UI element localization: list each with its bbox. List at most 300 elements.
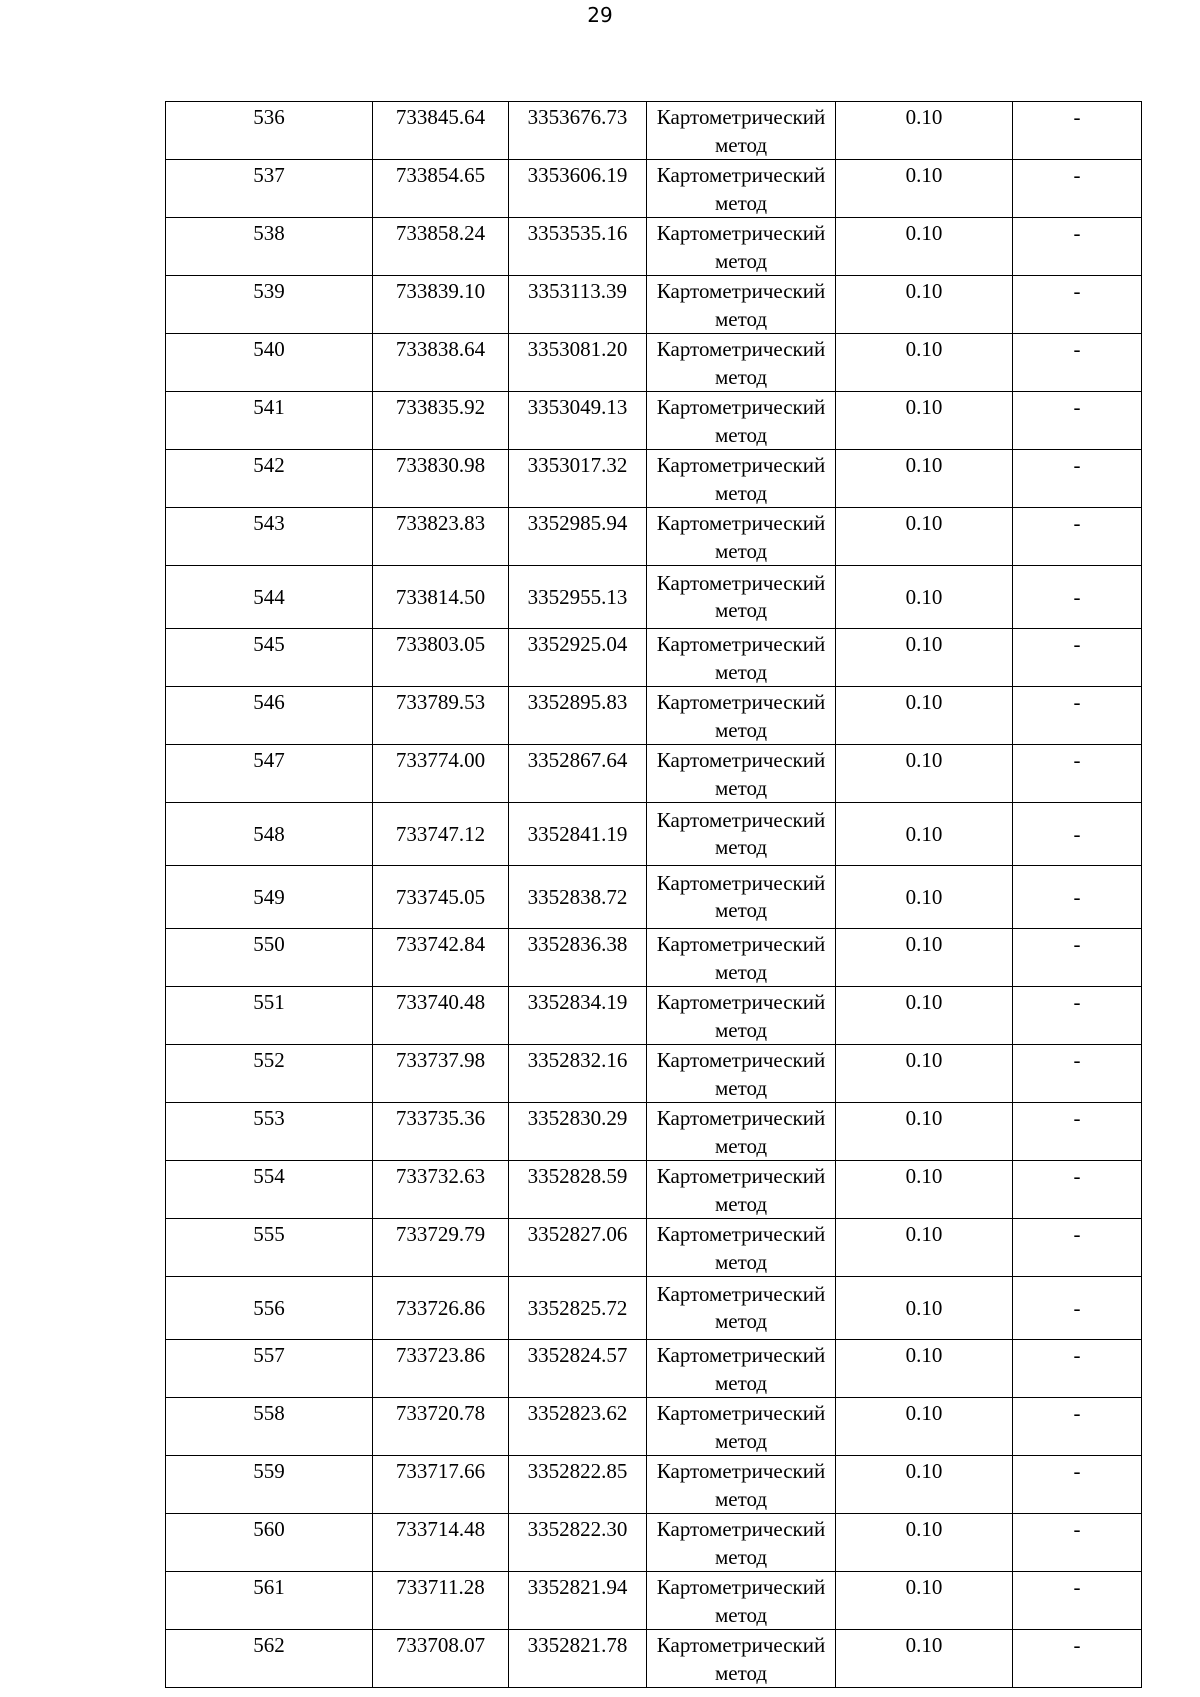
table-row [166,334,1142,392]
method-cell-text: Картометрический метод [656,453,826,505]
note-cell [1013,866,1142,929]
y-coordinate-cell-text: 3352925.04 [527,632,628,656]
point-number-cell-text: 552 [253,1048,285,1072]
x-coordinate-cell-text: 733839.10 [395,279,486,303]
note-cell [1013,1398,1142,1456]
y-coordinate-cell [509,450,647,508]
point-number-cell [166,987,373,1045]
y-coordinate-cell-text: 3352985.94 [527,511,628,535]
point-number-cell [166,334,373,392]
x-coordinate-cell-text: 733711.28 [396,1575,485,1599]
y-coordinate-cell-text: 3353676.73 [527,105,628,129]
table-row [166,102,1142,160]
precision-cell [836,929,1013,987]
y-coordinate-cell [509,929,647,987]
x-coordinate-cell-text: 733830.98 [395,453,486,477]
note-cell-text: - [1073,1401,1081,1425]
point-number-cell-text: 538 [253,221,285,245]
point-number-cell [166,1572,373,1630]
method-cell [647,450,836,508]
point-number-cell-text: 559 [253,1459,285,1483]
x-coordinate-cell-text: 733732.63 [395,1164,486,1188]
method-cell [647,1514,836,1572]
note-cell [1013,987,1142,1045]
precision-cell [836,1514,1013,1572]
y-coordinate-cell-text: 3352822.85 [527,1459,628,1483]
method-cell [647,160,836,218]
method-cell [647,508,836,566]
point-number-cell [166,1045,373,1103]
point-number-cell-text: 557 [253,1343,285,1367]
table-row [166,1514,1142,1572]
x-coordinate-cell-text: 733838.64 [395,337,486,361]
method-cell [647,1398,836,1456]
method-cell-text: Картометрический метод [656,932,826,984]
y-coordinate-cell [509,745,647,803]
x-coordinate-cell-text: 733729.79 [395,1222,486,1246]
method-cell [647,687,836,745]
x-coordinate-cell-text: 733823.83 [395,511,486,535]
table-row [166,1277,1142,1340]
y-coordinate-cell [509,160,647,218]
precision-cell [836,1045,1013,1103]
point-number-cell [166,566,373,629]
y-coordinate-cell [509,392,647,450]
y-coordinate-cell [509,508,647,566]
note-cell-text: - [1073,990,1081,1014]
precision-cell [836,160,1013,218]
precision-cell [836,102,1013,160]
precision-cell-text: 0.10 [905,932,943,956]
precision-cell [836,508,1013,566]
precision-cell [836,687,1013,745]
precision-cell [836,1161,1013,1219]
point-number-cell-text: 550 [253,932,285,956]
precision-cell [836,392,1013,450]
y-coordinate-cell-text: 3352821.78 [527,1633,628,1657]
note-cell-text: - [1073,395,1081,419]
note-cell-text: - [1073,221,1081,245]
y-coordinate-cell [509,803,647,866]
y-coordinate-cell-text: 3353113.39 [528,279,627,303]
x-coordinate-cell [373,1630,509,1688]
y-coordinate-cell-text: 3352867.64 [527,748,628,772]
precision-cell-text: 0.10 [905,632,943,656]
point-number-cell [166,102,373,160]
precision-cell-text: 0.10 [905,1575,943,1599]
table-row [166,687,1142,745]
point-number-cell [166,160,373,218]
x-coordinate-cell-text: 733717.66 [395,1459,486,1483]
method-cell [647,629,836,687]
note-cell-text: - [1073,337,1081,361]
y-coordinate-cell-text: 3352823.62 [527,1401,628,1425]
x-coordinate-cell [373,450,509,508]
method-cell [647,392,836,450]
x-coordinate-cell-text: 733789.53 [395,690,486,714]
point-number-cell-text: 544 [253,584,285,609]
x-coordinate-cell [373,102,509,160]
y-coordinate-cell-text: 3352841.19 [527,821,628,846]
y-coordinate-cell-text: 3353017.32 [527,453,628,477]
precision-cell-text: 0.10 [905,1517,943,1541]
x-coordinate-cell [373,745,509,803]
y-coordinate-cell [509,1398,647,1456]
method-cell-text: Картометрический метод [656,1164,826,1216]
coordinates-table-body [166,102,1142,1688]
x-coordinate-cell-text: 733814.50 [395,584,486,609]
precision-cell [836,629,1013,687]
point-number-cell [166,687,373,745]
precision-cell [836,1630,1013,1688]
note-cell [1013,1161,1142,1219]
note-cell-text: - [1073,748,1081,772]
point-number-cell [166,1161,373,1219]
precision-cell-text: 0.10 [905,105,943,129]
y-coordinate-cell-text: 3353049.13 [527,395,628,419]
note-cell-text: - [1073,690,1081,714]
note-cell [1013,1456,1142,1514]
method-cell [647,803,836,866]
method-cell-text: Картометрический метод [656,808,826,859]
point-number-cell [166,1103,373,1161]
point-number-cell [166,1630,373,1688]
method-cell [647,1045,836,1103]
note-cell-text: - [1073,1048,1081,1072]
table-row [166,1045,1142,1103]
y-coordinate-cell [509,1161,647,1219]
method-cell-text: Картометрический метод [656,1575,826,1627]
y-coordinate-cell-text: 3352832.16 [527,1048,628,1072]
point-number-cell-text: 561 [253,1575,285,1599]
y-coordinate-cell-text: 3352836.38 [527,932,628,956]
precision-cell-text: 0.10 [905,990,943,1014]
x-coordinate-cell-text: 733747.12 [395,821,486,846]
method-cell [647,1103,836,1161]
precision-cell [836,1340,1013,1398]
method-cell-text: Картометрический метод [656,1106,826,1158]
point-number-cell [166,1456,373,1514]
note-cell-text: - [1073,1459,1081,1483]
x-coordinate-cell-text: 733723.86 [395,1343,486,1367]
y-coordinate-cell [509,1340,647,1398]
x-coordinate-cell-text: 733735.36 [395,1106,486,1130]
note-cell [1013,1572,1142,1630]
y-coordinate-cell-text: 3352824.57 [527,1343,628,1367]
point-number-cell-text: 558 [253,1401,285,1425]
table-row [166,218,1142,276]
y-coordinate-cell [509,1572,647,1630]
x-coordinate-cell [373,276,509,334]
y-coordinate-cell [509,102,647,160]
method-cell [647,102,836,160]
point-number-cell-text: 536 [253,105,285,129]
table-row [166,1572,1142,1630]
note-cell [1013,276,1142,334]
method-cell [647,866,836,929]
table-row [166,1398,1142,1456]
method-cell [647,1219,836,1277]
note-cell [1013,745,1142,803]
y-coordinate-cell-text: 3352828.59 [527,1164,628,1188]
note-cell [1013,392,1142,450]
table-row [166,745,1142,803]
x-coordinate-cell-text: 733858.24 [395,221,486,245]
table-row [166,629,1142,687]
precision-cell [836,866,1013,929]
precision-cell-text: 0.10 [905,221,943,245]
y-coordinate-cell [509,1103,647,1161]
x-coordinate-cell [373,1340,509,1398]
precision-cell [836,566,1013,629]
x-coordinate-cell-text: 733726.86 [395,1295,486,1320]
note-cell [1013,629,1142,687]
note-cell-text: - [1073,884,1081,909]
precision-cell-text: 0.10 [905,163,943,187]
method-cell [647,1630,836,1688]
note-cell [1013,1277,1142,1340]
point-number-cell [166,1219,373,1277]
point-number-cell-text: 562 [253,1633,285,1657]
y-coordinate-cell-text: 3352895.83 [527,690,628,714]
x-coordinate-cell [373,392,509,450]
y-coordinate-cell-text: 3352827.06 [527,1222,628,1246]
y-coordinate-cell [509,687,647,745]
note-cell [1013,803,1142,866]
point-number-cell-text: 540 [253,337,285,361]
point-number-cell [166,1398,373,1456]
point-number-cell [166,1340,373,1398]
point-number-cell-text: 546 [253,690,285,714]
precision-cell-text: 0.10 [905,1222,943,1246]
note-cell [1013,334,1142,392]
precision-cell-text: 0.10 [905,821,943,846]
x-coordinate-cell-text: 733835.92 [395,395,486,419]
table-row [166,987,1142,1045]
point-number-cell [166,929,373,987]
y-coordinate-cell [509,1456,647,1514]
y-coordinate-cell [509,629,647,687]
method-cell [647,566,836,629]
note-cell [1013,1340,1142,1398]
note-cell [1013,160,1142,218]
x-coordinate-cell [373,1219,509,1277]
note-cell [1013,929,1142,987]
precision-cell-text: 0.10 [905,1459,943,1483]
x-coordinate-cell-text: 733774.00 [395,748,486,772]
method-cell-text: Картометрический метод [656,511,826,563]
note-cell [1013,218,1142,276]
table-row [166,1161,1142,1219]
table-row [166,450,1142,508]
method-cell-text: Картометрический метод [656,1401,826,1453]
x-coordinate-cell [373,987,509,1045]
y-coordinate-cell-text: 3352822.30 [527,1517,628,1541]
note-cell [1013,1103,1142,1161]
x-coordinate-cell [373,1572,509,1630]
note-cell [1013,1514,1142,1572]
precision-cell [836,1456,1013,1514]
precision-cell [836,803,1013,866]
x-coordinate-cell [373,1514,509,1572]
method-cell [647,1340,836,1398]
y-coordinate-cell-text: 3353606.19 [527,163,628,187]
point-number-cell [166,745,373,803]
method-cell [647,276,836,334]
note-cell-text: - [1073,932,1081,956]
x-coordinate-cell [373,1161,509,1219]
note-cell [1013,687,1142,745]
precision-cell-text: 0.10 [905,453,943,477]
x-coordinate-cell-text: 733737.98 [395,1048,486,1072]
note-cell-text: - [1073,1222,1081,1246]
y-coordinate-cell [509,1045,647,1103]
precision-cell-text: 0.10 [905,1164,943,1188]
note-cell [1013,1630,1142,1688]
method-cell-text: Картометрический метод [656,221,826,273]
note-cell-text: - [1073,1517,1081,1541]
point-number-cell-text: 542 [253,453,285,477]
y-coordinate-cell-text: 3352825.72 [527,1295,628,1320]
point-number-cell [166,392,373,450]
precision-cell [836,276,1013,334]
note-cell-text: - [1073,1633,1081,1657]
table-row [166,1103,1142,1161]
x-coordinate-cell [373,218,509,276]
method-cell-text: Картометрический метод [656,990,826,1042]
note-cell [1013,1219,1142,1277]
precision-cell-text: 0.10 [905,690,943,714]
point-number-cell-text: 554 [253,1164,285,1188]
y-coordinate-cell [509,1219,647,1277]
point-number-cell [166,450,373,508]
method-cell-text: Картометрический метод [656,690,826,742]
method-cell [647,1161,836,1219]
note-cell [1013,1045,1142,1103]
precision-cell-text: 0.10 [905,1401,943,1425]
method-cell [647,987,836,1045]
y-coordinate-cell [509,866,647,929]
method-cell [647,1572,836,1630]
point-number-cell-text: 543 [253,511,285,535]
x-coordinate-cell [373,508,509,566]
y-coordinate-cell-text: 3352830.29 [527,1106,628,1130]
y-coordinate-cell-text: 3352838.72 [527,884,628,909]
point-number-cell [166,866,373,929]
x-coordinate-cell [373,1103,509,1161]
note-cell-text: - [1073,1343,1081,1367]
precision-cell-text: 0.10 [905,1295,943,1320]
note-cell [1013,102,1142,160]
precision-cell [836,1103,1013,1161]
x-coordinate-cell-text: 733845.64 [395,105,486,129]
method-cell-text: Картометрический метод [656,1633,826,1685]
table-row [166,1630,1142,1688]
method-cell-text: Картометрический метод [656,748,826,800]
method-cell-text: Картометрический метод [656,105,826,157]
page-number: 29 [587,3,613,27]
precision-cell-text: 0.10 [905,279,943,303]
method-cell-text: Картометрический метод [656,1343,826,1395]
x-coordinate-cell [373,629,509,687]
x-coordinate-cell [373,687,509,745]
x-coordinate-cell-text: 733742.84 [395,932,486,956]
precision-cell [836,1398,1013,1456]
method-cell [647,334,836,392]
note-cell-text: - [1073,1164,1081,1188]
method-cell-text: Картометрический метод [656,1282,826,1333]
point-number-cell-text: 541 [253,395,285,419]
y-coordinate-cell-text: 3353081.20 [527,337,628,361]
table-row [166,392,1142,450]
y-coordinate-cell-text: 3352955.13 [527,584,628,609]
precision-cell [836,1277,1013,1340]
y-coordinate-cell [509,987,647,1045]
table-row [166,566,1142,629]
x-coordinate-cell [373,566,509,629]
precision-cell [836,1572,1013,1630]
precision-cell-text: 0.10 [905,395,943,419]
point-number-cell [166,276,373,334]
method-cell [647,1456,836,1514]
point-number-cell [166,803,373,866]
precision-cell [836,987,1013,1045]
x-coordinate-cell-text: 733745.05 [395,884,486,909]
precision-cell-text: 0.10 [905,1048,943,1072]
point-number-cell-text: 553 [253,1106,285,1130]
precision-cell [836,745,1013,803]
method-cell [647,1277,836,1340]
method-cell-text: Картометрический метод [656,1222,826,1274]
table-row [166,929,1142,987]
table-row [166,160,1142,218]
note-cell-text: - [1073,279,1081,303]
point-number-cell-text: 549 [253,884,285,909]
x-coordinate-cell [373,1045,509,1103]
note-cell-text: - [1073,511,1081,535]
y-coordinate-cell-text: 3352834.19 [527,990,628,1014]
x-coordinate-cell-text: 733720.78 [395,1401,486,1425]
x-coordinate-cell [373,803,509,866]
method-cell-text: Картометрический метод [656,632,826,684]
method-cell-text: Картометрический метод [656,871,826,922]
precision-cell [836,450,1013,508]
x-coordinate-cell-text: 733803.05 [395,632,486,656]
x-coordinate-cell-text: 733854.65 [395,163,486,187]
precision-cell-text: 0.10 [905,584,943,609]
y-coordinate-cell [509,566,647,629]
point-number-cell [166,1514,373,1572]
point-number-cell-text: 547 [253,748,285,772]
y-coordinate-cell [509,1277,647,1340]
table-row [166,1340,1142,1398]
point-number-cell-text: 539 [253,279,285,303]
point-number-cell-text: 560 [253,1517,285,1541]
method-cell-text: Картометрический метод [656,571,826,622]
method-cell-text: Картометрический метод [656,279,826,331]
point-number-cell-text: 551 [253,990,285,1014]
precision-cell-text: 0.10 [905,1106,943,1130]
precision-cell [836,1219,1013,1277]
table-row [166,803,1142,866]
x-coordinate-cell [373,929,509,987]
method-cell-text: Картометрический метод [656,163,826,215]
note-cell-text: - [1073,821,1081,846]
x-coordinate-cell [373,866,509,929]
point-number-cell [166,629,373,687]
table-row [166,1219,1142,1277]
precision-cell-text: 0.10 [905,511,943,535]
